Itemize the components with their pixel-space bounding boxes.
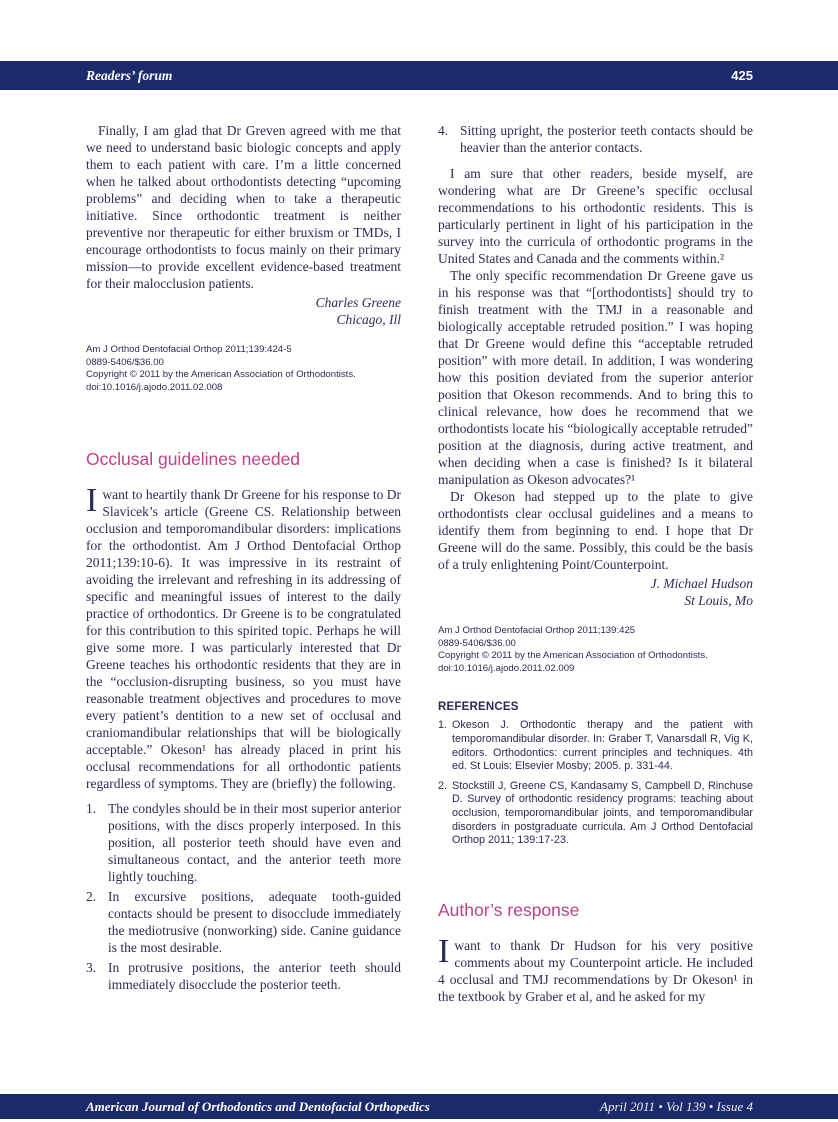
- signature-name: J. Michael Hudson: [650, 576, 753, 591]
- citation-line: doi:10.1016/j.ajodo.2011.02.009: [438, 662, 575, 674]
- reference-number: 1.: [438, 719, 448, 732]
- citation-block-left: [86, 344, 401, 394]
- list-item-number: 3.: [86, 960, 97, 976]
- page-number: 425: [731, 68, 753, 83]
- references-heading: REFERENCES: [438, 701, 519, 714]
- left-column: [86, 122, 401, 1005]
- reference-text: Stockstill J, Greene CS, Kandasamy S, Campbell D, Rinchuse D. Survey of orthodontic residency programs: teaching about occlusion, temporomandibular joints, and temporomandibular disorders in postgraduate curricula. Am J Orthod Dentofacial Orthop 2011; 139:17-23.: [452, 779, 753, 847]
- reference-number: 2.: [438, 779, 448, 792]
- references-list: [438, 719, 753, 847]
- list-item: [86, 800, 401, 885]
- running-footer-bar: [0, 1094, 838, 1119]
- list-item-text: The condyles should be in their most superior anterior positions, with the discs properly interposed. In this position, all posterior teeth should have even and simultaneous contact, and the anterior teeth more lightly touching.: [108, 801, 401, 885]
- citation-line: Copyright © 2011 by the American Association of Orthodontists.: [438, 650, 708, 662]
- list-item-text: Sitting upright, the posterior teeth contacts should be heavier than the anterior contacts.: [460, 123, 753, 155]
- letter-body-text: want to heartily thank Dr Greene for his response to Dr Slavicek’s article (Greene CS. Relationship between occlusion and temporomandibular disorders: implications for the orthodontist. Am J Orthod Dentofacial Orthop 2011;139:10-6). It was impressive in its restraint of avoiding the irrelevant and refreshing in its addressing of specific and meaningful issues of interest to the daily practice of orthodontics. Dr Greene is to be congratulated for this contribution to this spirited topic. Perhaps he will give some more. I was particularly interested that Dr Greene teaches his orthodontic residents that they are in the “occlusion-disrupting business, so you must have reasonable treatment objectives and procedures to move every patient’s dentition to a new set of occlusal and craniomandibular relationships that will be biologically acceptable.” Okeson¹ has already placed in print his occlusal recommendations for all orthodontic patients regardless of symptoms. They are (briefly) the following.: [86, 487, 401, 792]
- occlusal-recommendations-list: [86, 800, 401, 993]
- list-item: [438, 122, 753, 156]
- citation-block-right: [438, 625, 753, 675]
- list-item: [86, 959, 401, 993]
- list-item-number: 2.: [86, 889, 97, 905]
- journal-title: American Journal of Orthodontics and Dentofacial Orthopedics: [86, 1098, 430, 1114]
- author-signature-greene: [86, 294, 401, 328]
- closing-paragraph: Finally, I am glad that Dr Greven agreed with me that we need to understand basic biologic concepts and apply them to each patient with care. I’m a little concerned when he talked about orthodontists detecting “upcoming problems” and deciding when to take a therapeutic initiative. Since orthodontic treatment is neither preventive nor therapeutic for either bruxism or TMDs, I encourage orthodontists to focus mainly on their primary mission—to provide excellent evidence-based treatment for their malocclusion patients.: [86, 123, 401, 291]
- right-column: [438, 122, 753, 1005]
- reference-text: Okeson J. Orthodontic therapy and the patient with temporomandibular disorder. In: Graber T, Vanarsdall R, Vig K, editors. Orthodontics: current principles and techniques. 4th ed. St Louis: Elsevier Mosby; 2005. p. 331-44.: [452, 719, 753, 773]
- letter-paragraph: The only specific recommendation Dr Greene gave us in his response was that “[orthodontists] should try to finish treatment with the TMJ in a reasonable and biologically acceptable retruded position.” I was hoping that Dr Greene would define this “acceptable retruded position” with more detail. In addition, I was wondering how this position deviated from the superior anterior position that Okeson recommends. And to bring this to clinical relevance, how does he recommend that we orthodontists locate his “biologically acceptable retruded” position at the diagnosis, during active treatment, and when deciding when a case is finished? Is it bilateral manipulation as Okeson advocates?¹: [438, 268, 753, 487]
- citation-line: Am J Orthod Dentofacial Orthop 2011;139:425: [438, 625, 636, 636]
- author-signature-hudson: [438, 575, 753, 609]
- reference-item: [438, 780, 753, 848]
- response-body-paragraph: [438, 932, 753, 1005]
- letter-paragraph: I am sure that other readers, beside myself, are wondering what are Dr Greene’s specific occlusal recommendations to his orthodontic residents. This is particularly pertinent in light of his participation in the survey into the curricula of orthodontic programs in the United States and Canada and the comments within.²: [438, 166, 753, 266]
- reference-item: [438, 719, 753, 773]
- letter-title: Occlusal guidelines needed: [86, 449, 301, 470]
- section-running-head: Readers’ forum: [86, 67, 173, 83]
- citation-line: Copyright © 2011 by the American Association of Orthodontists.: [86, 369, 356, 381]
- list-item-text: In protrusive positions, the anterior teeth should immediately disocclude the posterior teeth.: [108, 960, 401, 993]
- page-content: [86, 122, 753, 1005]
- signature-location: St Louis, Mo: [684, 593, 753, 608]
- list-item-text: In excursive positions, adequate tooth-guided contacts should be present to disocclude immediately the mediotrusive (nonworking) side. Canine guidance is the most desirable.: [108, 889, 401, 956]
- citation-line: 0889-5406/$36.00: [438, 637, 516, 649]
- drop-cap: I: [86, 482, 98, 520]
- running-header-bar: [0, 61, 838, 90]
- signature-location: Chicago, Ill: [336, 312, 401, 327]
- signature-name: Charles Greene: [315, 295, 401, 310]
- citation-line: doi:10.1016/j.ajodo.2011.02.008: [86, 381, 223, 393]
- citation-line: Am J Orthod Dentofacial Orthop 2011;139:424-5: [86, 344, 292, 355]
- drop-cap: I: [438, 932, 450, 970]
- citation-line: 0889-5406/$36.00: [86, 356, 164, 368]
- list-item-number: 4.: [438, 123, 449, 138]
- letter-body-paragraph: [86, 482, 401, 792]
- letter-paragraph: Dr Okeson had stepped up to the plate to give orthodontists clear occlusal guidelines and a means to identify them from beginning to end. I hope that Dr Greene will do the same. Possibly, this could be the basis of a truly enlightening Point/Counterpoint.: [438, 489, 753, 572]
- response-title: Author’s response: [438, 899, 580, 920]
- list-item-number: 1.: [86, 801, 97, 817]
- issue-info: April 2011 • Vol 139 • Issue 4: [600, 1098, 753, 1114]
- list-item: [86, 888, 401, 956]
- response-body-text: want to thank Dr Hudson for his very positive comments about my Counterpoint article. He included 4 occlusal and TMJ recommendations by Dr Okeson¹ in the textbook by Graber et al, and he asked for my: [438, 937, 753, 1004]
